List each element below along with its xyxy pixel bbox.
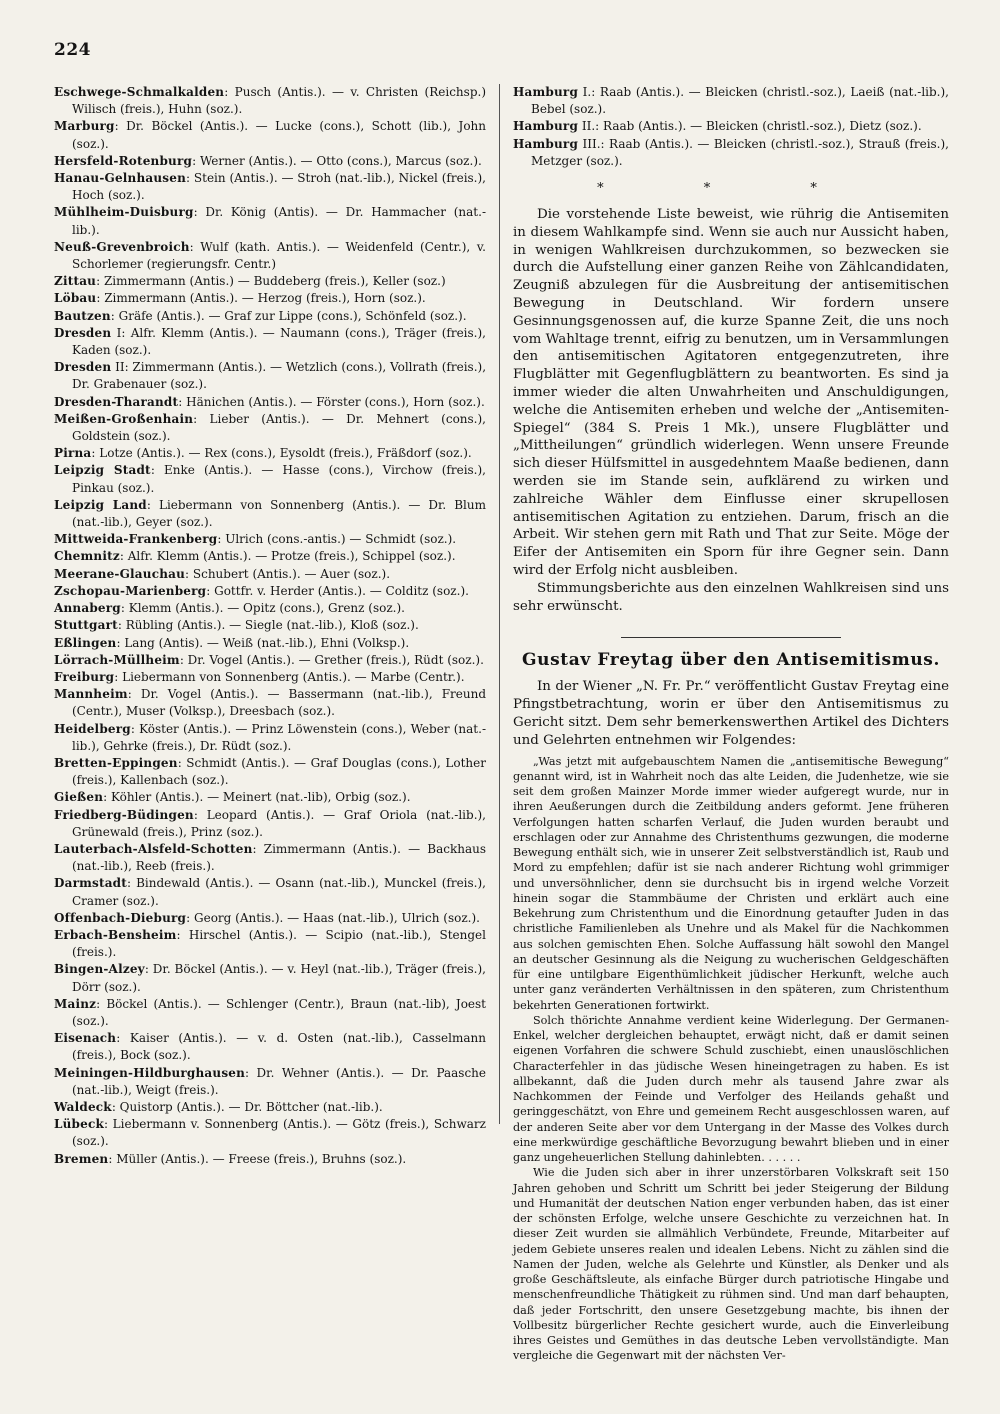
election-district-entry [54,411,486,445]
election-district-entry [54,1116,486,1150]
district-name: Lübeck [54,1117,105,1132]
election-district-entry [54,84,486,118]
election-district-entry [513,84,949,118]
candidate-list: : Gottfr. v. Herder (Antis.). — Colditz (soz.). [206,583,469,598]
district-name: Zittau [54,274,97,289]
district-name: Meiningen-Hildburghausen [54,1065,246,1080]
candidate-list: I: Alfr. Klemm (Antis.). — Naumann (cons.), Träger (freis.), Kaden (soz.). [72,325,486,358]
candidate-list: : Dr. König (Antis). — Dr. Hammacher (nat.-lib.). [72,205,486,237]
district-name: Friedberg-Büdingen [54,807,194,822]
candidate-list: : Quistorp (Antis.). — Dr. Böttcher (nat.-lib.). [111,1099,383,1114]
election-district-entry [54,910,486,927]
election-district-entry [54,635,486,652]
district-name: Meerane-Glauchau [54,566,186,581]
candidate-list: : Hirschel (Antis.). — Scipio (nat.-lib.), Stengel (freis.). [72,927,486,960]
election-district-entry [54,961,486,995]
district-name: Lörrach-Müllheim [54,652,180,667]
election-district-entry [54,118,486,152]
election-district-entry [54,721,486,755]
district-name: Stuttgart [54,618,118,633]
district-name: Hanau-Gelnhausen [54,171,187,186]
body-paragraph: Die vorstehende Liste beweist, wie rührig die Antisemiten in diesem Wahlkampfe sind. Wenn sie auch nur Aussicht haben, in wenigen Wahlkreisen durchzukommen, so bezwecken sie durch die Aufstellung einer ganzen Reihe von Zählcandidaten, Zeugniß abzulegen für die Ausbreitung der antisemitischen Bewegung in Deutschland. Wir fordern unsere Gesinnungsgenossen auf, die kurze Spanne Zeit, die uns noch vom Wahltage trennt, eifrig zu benutzen, um in Versammlungen den antisemitischen Agitatoren entgegenzutreten, ihre Flugblätter mit Gegenflugblättern zu beantworten. Es sind ja immer wieder die alten Unwahrheiten und Anschuldigungen, welche die Antisemiten erheben und welche der „Antisemiten-Spiegel“ (384 S. Preis 1 Mk.), unsere Flugblätter und „Mittheilungen“ gründlich widerlegen. Wenn unsere Freunde sich dieser Hülfsmittel in ausgedehntem Maaße bedienen, dann werden sie im Stande sein, aufklärend zu wirken und zahlreiche Wähler dem Einflusse einer skrupellosen antisemitischen Agitation zu entziehen. Darum, frisch an die Arbeit. Wir stehen gern mit Rath und That zur Seite. Möge der Eifer der Antisemiten ein Sporn für ihre Gegner sein. Dann wird der Erfolg nicht ausbleiben. [513,207,949,578]
candidate-list: : Dr. Wehner (Antis.). — Dr. Paasche (nat.-lib.), Weigt (freis.). [72,1065,486,1097]
candidate-list: : Lang (Antis). — Weiß (nat.-lib.), Ehni (Volksp.). [116,635,410,650]
district-name: Leipzig Land [54,497,147,512]
article-quote-paragraph: „Was jetzt mit aufgebauschtem Namen die „antisemitische Bewegung“ genannt wird, ist in Wahrheit noch das alte Leiden, die Judenhetze, wie sie seit dem großen Mainzer Morde immer wieder aufgeregt wurde, nur in ihren Aeußerungen durch die Zeitbildung anders geformt. Jene früheren Verfolgungen hatten scharfen Verlauf, die Juden wurden beraubt und erschlagen oder zur Annahme des Christenthums gezwungen, die moderne Bewegung enthält sich, wie in unserer Zeit selbstverständlich ist, Raub und Mord zu empfehlen; dafür ist sie nach anderer Richtung wohl grimmiger und unversöhnlicher, denn sie durchsucht bis in irgend welche Vorzeit hinein sogar die Stammbäume der Christen und erklärt auch eine Bekehrung zum Christenthum und die Einordnung getaufter Juden in das christliche Familienleben als Unehre und als Makel für die Nachkommen aus solchen gemischten Ehen. Solche Auffassung hält sowohl den Mangel an deutscher Gesinnung als die Neigung zu wucherischen Geldgeschäften für eine untilgbare Eigenthümlichkeit jüdischer Herkunft, welche auch unter ganz veränderten Verhältnissen in den späteren, zum Christenthum bekehrten Generationen fortwirkt. [513,754,949,1012]
candidate-list: : Alfr. Klemm (Antis.). — Protze (freis.), Schippel (soz.). [119,549,456,564]
district-name: Gießen [54,790,104,805]
election-district-entry [513,136,949,170]
candidate-list: I.: Raab (Antis.). — Bleicken (christl.-soz.), Laeiß (nat.-lib.), Bebel (soz.). [531,85,949,117]
candidate-list: : Klemm (Antis.). — Opitz (cons.), Grenz (soz.). [120,601,405,616]
candidate-list: : Kaiser (Antis.). — v. d. Osten (nat.-lib.), Casselmann (freis.), Bock (soz.). [72,1031,486,1063]
district-name: Hersfeld-Rotenburg [54,153,193,168]
district-name: Löbau [54,291,97,306]
election-district-entry [54,308,486,325]
candidate-list: : Zimmermann (Antis.). — Herzog (freis.), Horn (soz.). [96,291,426,306]
candidate-list: : Dr. Vogel (Antis.). — Bassermann (nat.-lib.), Freund (Centr.), Muser (Volksp.), Dreesbach (soz.). [72,687,486,719]
election-district-entry [54,531,486,548]
district-name: Meißen-Großenhain [54,411,194,426]
election-district-entry [54,1030,486,1064]
district-name: Chemnitz [54,549,120,564]
district-name: Darmstadt [54,876,128,891]
election-district-entry [54,996,486,1030]
election-district-entry [54,497,486,531]
election-district-entry [54,325,486,359]
election-district-entry [54,789,486,806]
candidate-list: : Liebermann von Sonnenberg (Antis.). — Marbe (Centr.). [114,669,465,684]
election-district-entry [54,669,486,686]
election-district-entry [54,239,486,273]
article-title: Gustav Freytag über den Antisemitismus. [522,650,940,671]
election-district-entry [54,273,486,290]
district-name: Eisenach [54,1031,117,1046]
candidate-list: : Zimmermann (Antis.). — Backhaus (nat.-lib.), Reeb (freis.). [72,841,486,874]
candidate-list: : Georg (Antis.). — Haas (nat.-lib.), Ulrich (soz.). [186,910,480,925]
district-name: Hamburg [513,136,579,151]
election-district-entry [54,841,486,875]
candidate-list: II: Zimmermann (Antis.). — Wetzlich (cons.), Vollrath (freis.), Dr. Grabenauer (soz.). [72,360,487,392]
election-district-entry [54,600,486,617]
election-district-entry [54,617,486,634]
candidate-list: : Bindewald (Antis.). — Osann (nat.-lib.), Munckel (freis.), Cramer (soz.). [72,876,486,908]
district-name: Eßlingen [54,635,117,650]
district-name: Dresden-Tharandt [54,394,179,409]
election-district-entry [54,927,486,961]
candidate-list: : Schmidt (Antis.). — Graf Douglas (cons.), Lother (freis.), Kallenbach (soz.). [72,755,486,788]
candidate-list: : Rübling (Antis.). — Siegle (nat.-lib.), Kloß (soz.). [117,618,419,633]
article-quote-paragraph: Wie die Juden sich aber in ihrer unzerstörbaren Volkskraft seit 150 Jahren gehoben und Schritt um Schritt bei jeder Steigerung der Bildung und Humanität der deutschen Nation enger verbunden haben, das ist einer der schönsten Erfolge, welche unsere Geschichte zu verzeichnen hat. In dieser Zeit wurden sie allmählich Verbündete, Freunde, Mitarbeiter auf jedem Gebiete unseres realen und idealen Lebens. Nicht zu zählen sind die Namen der Juden, welche als Gelehrte und Künstler, als Denker und als große Geschäftsleute, als einfache Bürger durch patriotische Hingabe und menschenfreundliche Thätigkeit zu rühmen sind. Und man darf behaupten, daß jeder Fortschritt, den unsere Gesetzgebung machte, bis ihnen der Vollbesitz bürgerlicher Rechte gesichert wurde, auch die Einverleibung ihres Geistes und Gemüthes in das deutsche Leben vervollständigte. Man vergleiche die Gegenwart mit der nächsten Ver- [513,1166,949,1363]
election-district-entry [54,445,486,462]
election-district-entry [54,204,486,238]
candidate-list: : Ulrich (cons.-antis.) — Schmidt (soz.). [217,532,457,547]
candidate-list: : Pusch (Antis.). — v. Christen (Reichsp.) Wilisch (freis.), Huhn (soz.). [72,85,486,117]
candidate-list: : Enke (Antis.). — Hasse (cons.), Virchow (freis.), Pinkau (soz.). [72,463,486,495]
page-number: 224 [54,40,91,60]
candidate-list: : Liebermann v. Sonnenberg (Antis.). — Götz (freis.), Schwarz (soz.). [72,1117,486,1149]
district-name: Zschopau-Marienberg [54,583,207,598]
district-name: Mainz [54,996,97,1011]
district-name: Mannheim [54,687,128,702]
candidate-list: III.: Raab (Antis.). — Bleicken (christl.-soz.), Strauß (freis.), Metzger (soz.). [531,136,949,168]
candidate-list: : Dr. Vogel (Antis.). — Grether (freis.), Rüdt (soz.). [179,652,484,667]
candidate-list: : Köster (Antis.). — Prinz Löwenstein (cons.), Weber (nat.-lib.), Gehrke (freis.), Dr. Rüdt (soz.). [72,721,486,753]
election-district-entry [54,566,486,583]
candidate-list: : Liebermann von Sonnenberg (Antis.). — Dr. Blum (nat.-lib.), Geyer (soz.). [72,497,486,530]
election-list-left-column [54,84,486,1168]
election-district-entry [54,755,486,789]
election-district-entry [54,875,486,909]
district-name: Freiburg [54,669,115,684]
district-name: Dresden [54,360,112,375]
district-name: Bremen [54,1151,109,1166]
district-name: Mittweida-Frankenberg [54,532,218,547]
election-district-entry [54,153,486,170]
election-district-entry [54,1099,486,1116]
election-district-entry [54,170,486,204]
district-name: Dresden [54,325,112,340]
district-name: Hamburg [513,119,579,134]
election-district-entry [54,652,486,669]
election-district-entry [54,686,486,720]
election-district-entry [513,118,949,135]
district-name: Marburg [54,119,115,134]
district-name: Lauterbach-Alsfeld-Schotten [54,841,253,856]
candidate-list: : Böckel (Antis.). — Schlenger (Centr.), Braun (nat.-lib), Joest (soz.). [72,996,486,1028]
right-column [513,84,949,1364]
election-district-entry [54,462,486,496]
district-name: Heidelberg [54,721,131,736]
election-district-entry [54,394,486,411]
election-district-entry [54,548,486,565]
column-divider [499,84,500,1124]
election-district-entry [54,359,486,393]
district-name: Neuß-Grevenbroich [54,239,190,254]
district-name: Erbach-Bensheim [54,927,177,942]
election-district-entry [54,583,486,600]
election-district-entry [54,1065,486,1099]
candidate-list: : Schubert (Antis.). — Auer (soz.). [185,566,391,581]
article-intro: In der Wiener „N. Fr. Pr.“ veröffentlicht Gustav Freytag eine Pfingstbetrachtung, worin er über den Antisemitismus zu Gericht sitzt. Dem sehr bemerkenswerthen Artikel des Dichters und Gelehrten entnehmen wir Folgendes: [513,679,949,748]
candidate-list: : Müller (Antis.). — Freese (freis.), Bruhns (soz.). [108,1151,407,1166]
district-name: Bingen-Alzey [54,962,145,977]
candidate-list: : Stein (Antis.). — Stroh (nat.-lib.), Nickel (freis.), Hoch (soz.). [72,171,486,203]
body-paragraph: Stimmungsberichte aus den einzelnen Wahlkreisen sind uns sehr erwünscht. [513,580,949,614]
candidate-list: : Zimmermann (Antis.) — Buddeberg (freis.), Keller (soz.) [96,274,446,289]
district-name: Waldeck [54,1099,112,1114]
district-name: Pirna [54,446,92,461]
district-name: Hamburg [513,85,579,99]
candidate-list: : Köhler (Antis.). — Meinert (nat.-lib), Orbig (soz.). [103,790,411,805]
election-list-right-column [513,84,949,170]
candidate-list: : Hänichen (Antis.). — Förster (cons.), Horn (soz.). [178,394,485,409]
section-stars: * * * [597,181,865,197]
section-separator [621,637,841,638]
district-name: Leipzig Stadt [54,463,151,478]
election-district-entry [54,807,486,841]
candidate-list: : Leopard (Antis.). — Graf Oriola (nat.-lib.), Grünewald (freis.), Prinz (soz.). [72,807,486,839]
district-name: Offenbach-Dieburg [54,910,187,925]
candidate-list: : Lotze (Antis.). — Rex (cons.), Eysoldt (freis.), Fräßdorf (soz.). [91,446,472,461]
article-quote-paragraph: Solch thörichte Annahme verdient keine Widerlegung. Der Germanen-Enkel, welcher dergleichen behauptet, erwägt nicht, daß er damit seinen eigenen Vorfahren die schwere Schuld zuschiebt, einen unauslöschlichen Characterfehler in das jüdische Wesen hineingetragen zu haben. Es ist allbekannt, daß die Juden durch mehr als tausend Jahre zwar als Nachkommen der Feinde und Verfolger des Heilands gehaßt und geringgeschätzt, von Ehre und gemeinem Recht ausgeschlossen waren, auf der anderen Seite aber vor dem Untergang in der Masse des Volkes durch eine merkwürdige geschäftliche Bevorzugung bewahrt blieben und in einer ganz ungeheuerlichen Stellung dahinlebten. . . . . . [513,1013,949,1165]
district-name: Annaberg [54,601,121,616]
candidate-list: : Dr. Böckel (Antis.). — v. Heyl (nat.-lib.), Träger (freis.), Dörr (soz.). [72,962,486,994]
candidate-list: II.: Raab (Antis.). — Bleicken (christl.-soz.), Dietz (soz.). [578,119,922,134]
district-name: Bautzen [54,308,111,323]
candidate-list: : Werner (Antis.). — Otto (cons.), Marcus (soz.). [192,153,482,168]
election-district-entry [54,1151,486,1168]
candidate-list: : Gräfe (Antis.). — Graf zur Lippe (cons.), Schönfeld (soz.). [110,308,467,323]
district-name: Eschwege-Schmalkalden [54,85,225,99]
candidate-list: : Dr. Böckel (Antis.). — Lucke (cons.), Schott (lib.), John (soz.). [72,119,486,151]
candidate-list: : Wulf (kath. Antis.). — Weidenfeld (Centr.), v. Schorlemer (regierungsfr. Centr.) [72,239,486,272]
candidate-list: : Lieber (Antis.). — Dr. Mehnert (cons.), Goldstein (soz.). [72,411,486,444]
district-name: Mühlheim-Duisburg [54,205,194,220]
district-name: Bretten-Eppingen [54,755,178,770]
election-district-entry [54,290,486,307]
